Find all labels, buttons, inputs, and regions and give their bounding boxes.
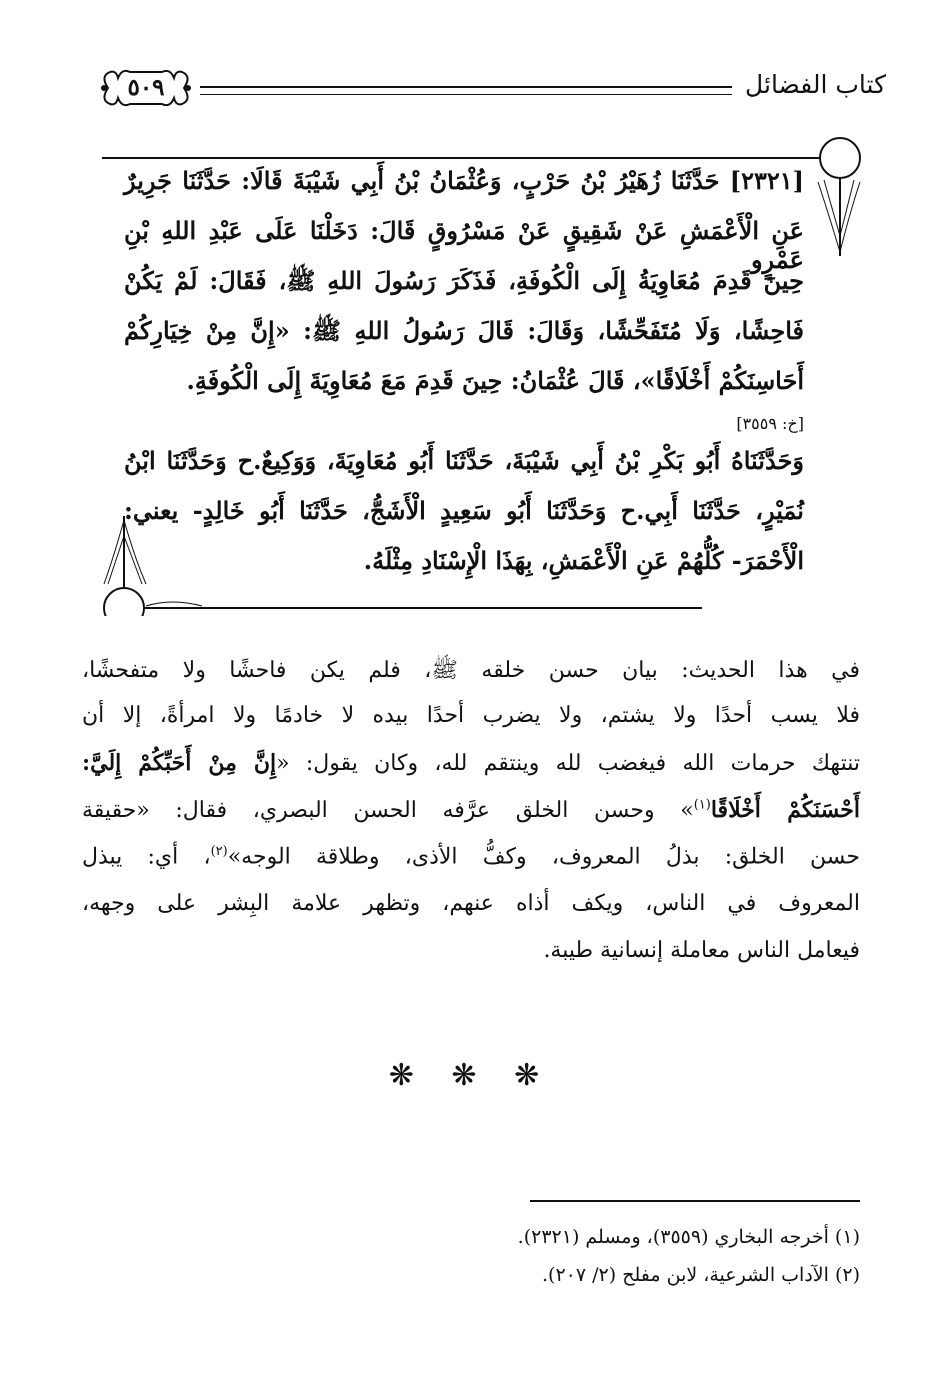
footnote: (١) أخرجه البخاري (٣٥٥٩)، ومسلم (٢٣٢١). <box>517 1226 860 1248</box>
chain-line: نُمَيْرٍ، حَدَّثَنَا أَبِي.ح وَحَدَّثَنَا أَبُو سَعِيدٍ الْأَشَجُّ، حَدَّثَنَا أَبُو خَالِدٍ- يعني: <box>124 496 804 525</box>
chain-line: الْأَحْمَرَ- كُلُّهُمْ عَنِ الْأَعْمَشِ، بِهَذَا الْإِسْنَادِ مِثْلَهُ. <box>363 546 804 575</box>
hadith-quote: إِنَّ مِنْ أَحَبِّكُمْ إِلَيَّ: <box>82 750 277 776</box>
hadith-line: أَحَاسِنَكُمْ أَخْلَاقًا»، قَالَ عُثْمَانُ: حِينَ قَدِمَ مَعَ مُعَاوِيَةَ إِلَى الْكُوفَةِ. <box>186 366 804 395</box>
hadith-line: حِينَ قَدِمَ مُعَاوِيَةُ إِلَى الْكُوفَةِ، فَذَكَرَ رَسُولَ اللهِ ﷺ، فَقَالَ: لَمْ يَكُنْ <box>124 266 804 295</box>
commentary-line: المعروف في الناس، ويكف أذاه عنهم، وتظهر علامة البِشر على وجهه، <box>82 891 860 916</box>
commentary-text: » وحسن الخلق عرَّفه الحسن البصري، فقال: «حقيقة <box>82 798 694 823</box>
commentary-text: حسن الخلق: بذلُ المعروف، وكفُّ الأذى، وطلاقة الوجه» <box>227 844 860 870</box>
commentary-line: فيعامل الناس معاملة إنسانية طيبة. <box>543 938 860 963</box>
commentary-line: في هذا الحديث: بيان حسن خلقه ﷺ، فلم يكن فاحشًا ولا متفحشًا، <box>82 658 860 683</box>
commentary-line <box>82 844 860 869</box>
header-rule <box>200 86 732 95</box>
commentary-line: فلا يسب أحدًا ولا يشتم، ولا يضرب أحدًا بيده لا خادمًا ولا امرأةً، إلا أن <box>82 703 860 728</box>
chain-line: وَحَدَّثَنَاهُ أَبُو بَكْرِ بْنُ أَبِي شَيْبَةَ، حَدَّثَنَا أَبُو مُعَاوِيَةَ، وَوَكِيعٌ.ح وَحَدَّثَنَا ابْنُ <box>124 446 804 475</box>
footnote-rule <box>530 1200 860 1202</box>
hadith-quote: أَحْسَنَكُمْ أَخْلَاقًا <box>710 797 860 823</box>
page-number-ornament <box>98 66 194 110</box>
hadith-frame <box>102 136 862 616</box>
hadith-line: فَاحِشًا، وَلَا مُتَفَحِّشًا، وَقَالَ: قَالَ رَسُولُ اللهِ ﷺ: «إِنَّ مِنْ خِيَارِكُمْ <box>124 316 804 345</box>
running-header-title: كتاب الفضائل <box>745 70 886 99</box>
commentary-text: ، أي: يبذل <box>82 844 211 870</box>
hadith-reference: [خ: ٣٥٥٩] <box>736 414 804 433</box>
footnote-marker: (٢) <box>210 844 228 859</box>
commentary-text: تنتهك حرمات الله فيغضب لله وينتقم لله، وكان يقول: « <box>276 751 860 776</box>
page-number: ٥٠٩ <box>127 74 165 101</box>
hadith-line: عَنِ الْأَعْمَشِ عَنْ شَقِيقٍ عَنْ مَسْرُوقٍ قَالَ: دَخَلْنَا عَلَى عَبْدِ اللهِ بْنِ عَمْرٍو <box>124 216 804 274</box>
footnote: (٢) الآداب الشرعية، لابن مفلح (٢/ ٢٠٧). <box>542 1264 860 1286</box>
commentary-line <box>82 750 860 776</box>
commentary-line <box>82 797 860 823</box>
section-separator-icon: ❋ ❋ ❋ <box>388 1058 554 1093</box>
hadith-line: [٢٣٢١] حَدَّثَنَا زُهَيْرُ بْنُ حَرْبٍ، وَعُثْمَانُ بْنُ أَبِي شَيْبَةَ قَالَا: حَدَّثَنَا جَرِيرٌ <box>124 166 804 195</box>
footnote-marker: (١) <box>693 797 711 813</box>
